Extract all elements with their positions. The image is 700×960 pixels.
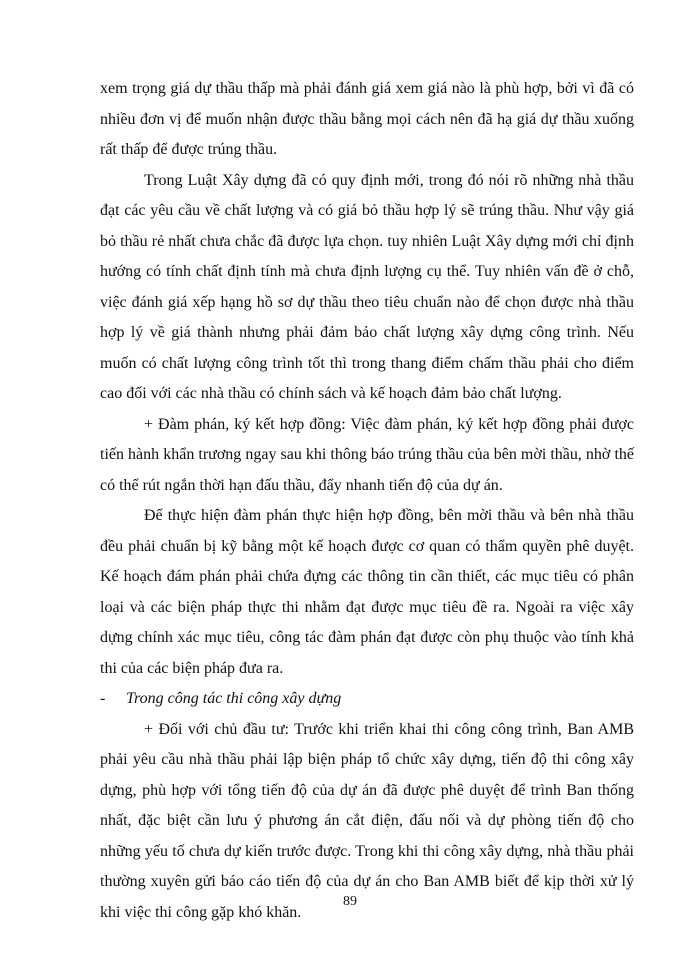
paragraph-continuation: xem trọng giá dự thầu thấp mà phải đánh giá xem giá nào là phù hợp, bởi vì đã có nhiều đơn vị để muốn nhận được thầu bằng mọi cách nên đã hạ giá dự thầu xuống rất thấp để được trúng thầu.	[100, 80, 634, 158]
bullet-heading: Trong công tác thi công xây dựng	[126, 690, 342, 707]
paragraph-construction-law: Trong Luật Xây dựng đã có quy định mới, trong đó nói rõ những nhà thầu đạt các yêu cầu về chất lượng và có giá bỏ thầu hợp lý sẽ trúng thầu. Như vậy giá bỏ thầu rẻ nhất chưa chắc đã được lựa chọn. tuy nhiên Luật Xây dựng mới chỉ định hướng có tính chất định tính mà chưa định lượng cụ thể. Tuy nhiên vấn đề ở chỗ, việc đánh giá xếp hạng hồ sơ dự thầu theo tiêu chuẩn nào để chọn được nhà thầu hợp lý về giá thành nhưng phải đảm bảo chất lượng xây dựng công trình. Nếu muốn có chất lượng công trình tốt thì trong thang điểm chấm thầu phải cho điểm cao đối với các nhà thầu có chính sách và kế hoạch đảm bảo chất lượng.	[100, 171, 634, 402]
paragraph-investor: + Đối với chủ đầu tư: Trước khi triển khai thi công công trình, Ban AMB phải yêu cầu nhà thầu phải lập biện pháp tổ chức xây dựng, tiến độ thi công xây dựng, phù hợp với tổng tiến độ của dự án đã được phê duyệt để trình Ban thống nhất, đặc biệt cần lưu ý phương án cắt điện, đấu nối và dự phòng tiến độ cho những yếu tố chưa dự kiến trước được. Trong khi thi công xây dựng, nhà thầu phải thường xuyên gửi báo cáo tiến độ của dự án cho Ban AMB biết để kịp thời xử lý khi việc thi công gặp khó khăn.	[100, 720, 634, 921]
bullet-item-construction	[100, 684, 634, 715]
paragraph-negotiation-plan: Để thực hiện đàm phán thực hiện hợp đồng, bên mời thầu và bên nhà thầu đều phải chuẩn bị kỹ bằng một kế hoạch được cơ quan có thẩm quyền phê duyệt. Kế hoạch đám phán phải chứa đựng các thông tin cần thiết, các mục tiêu có phân loại và các biện pháp thực thi nhằm đạt được mục tiêu đề ra. Ngoài ra việc xây dựng chính xác mục tiêu, công tác đàm phán đạt được còn phụ thuộc vào tính khả thi của các biện pháp đưa ra.	[100, 507, 634, 677]
paragraph-contract-negotiation: + Đàm phán, ký kết hợp đồng: Việc đàm phán, ký kết hợp đồng phải được tiến hành khẩn trương ngay sau khi thông báo trúng thầu của bên mời thầu, nhờ thế có thể rút ngắn thời hạn đấu thầu, đẩy nhanh tiến độ của dự án.	[100, 415, 634, 494]
bullet-dash: -	[100, 690, 106, 707]
document-page	[100, 74, 634, 928]
page-number: 89	[343, 894, 357, 909]
